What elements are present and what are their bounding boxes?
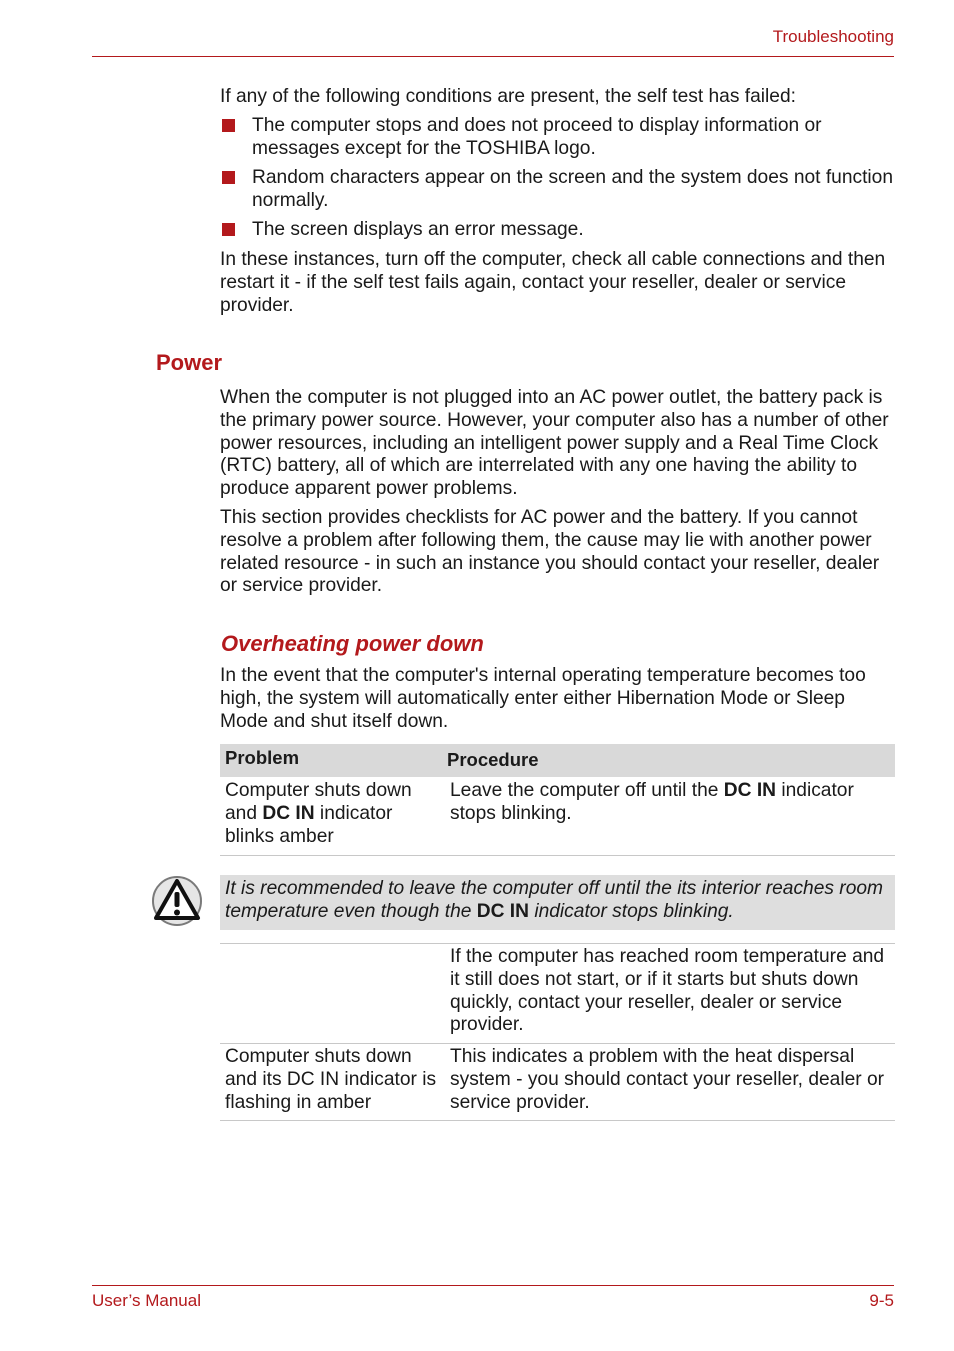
list-item: The computer stops and does not proceed to display information or messages except for the TOSHIBA logo. [220,115,900,161]
column-header-procedure: Procedure [447,749,539,770]
table-row-divider [220,1043,895,1044]
table-row-divider [220,1120,895,1121]
table-cell-procedure: If the computer has reached room temperature and it still does not start, or if it starts but shuts down quickly, contact your reseller, dealer or service provider. [450,946,885,1036]
table-header [220,744,895,777]
power-paragraph-1: When the computer is not plugged into an AC power outlet, the battery pack is the primary power source. However, your computer also has a number of other power resources, including an intelligent power supply and a Real Time Clock (RTC) battery, all of which are interrelated with any one having the ability to produce apparent power problems. [220,387,889,500]
intro-followup: In these instances, turn off the computer, check all cable connections and then restart it - if the self test fails again, contact your reseller, dealer or service provider. [220,249,886,316]
caution-note-text: It is recommended to leave the computer off until the its interior reaches room temperature even though the DC IN indicator stops blinking. [225,878,884,922]
table-cell-problem: Computer shuts down and its DC IN indicator is flashing in amber [225,1046,437,1113]
table-row-divider [220,943,895,944]
footer-manual-title: User’s Manual [92,1291,201,1310]
intro-lead: If any of the following conditions are present, the self test has failed: [220,86,796,107]
header-rule [92,56,894,57]
section-heading-power: Power [156,350,223,375]
table-row-divider [220,855,895,856]
overheating-paragraph: In the event that the computer's internal operating temperature becomes too high, the system will automatically enter either Hibernation Mode or Sleep Mode and shut itself down. [220,665,866,732]
footer-rule [92,1285,894,1286]
bullet-square-icon [222,171,235,184]
list-item: The screen displays an error message. [220,219,900,242]
table-cell-procedure: Leave the computer off until the DC IN indicator stops blinking. [450,780,854,824]
bullet-square-icon [222,119,235,132]
page-number: 9-5 [869,1291,894,1310]
table-cell-problem: Computer shuts down and DC IN indicator blinks amber [225,780,412,847]
warning-triangle-icon [151,875,203,927]
table-cell-procedure: This indicates a problem with the heat dispersal system - you should contact your reseller, dealer or service provider. [450,1046,885,1113]
list-item: Random characters appear on the screen and the system does not function normally. [220,167,900,213]
column-header-problem: Problem [225,747,300,768]
bullet-square-icon [222,223,235,236]
subsection-heading-overheating: Overheating power down [221,631,484,656]
power-paragraph-2: This section provides checklists for AC power and the battery. If you cannot resolve a problem after following them, the cause may lie with another power related resource - in such an instance you should contact your reseller, dealer or service provider. [220,507,880,597]
running-header-title: Troubleshooting [772,27,894,46]
